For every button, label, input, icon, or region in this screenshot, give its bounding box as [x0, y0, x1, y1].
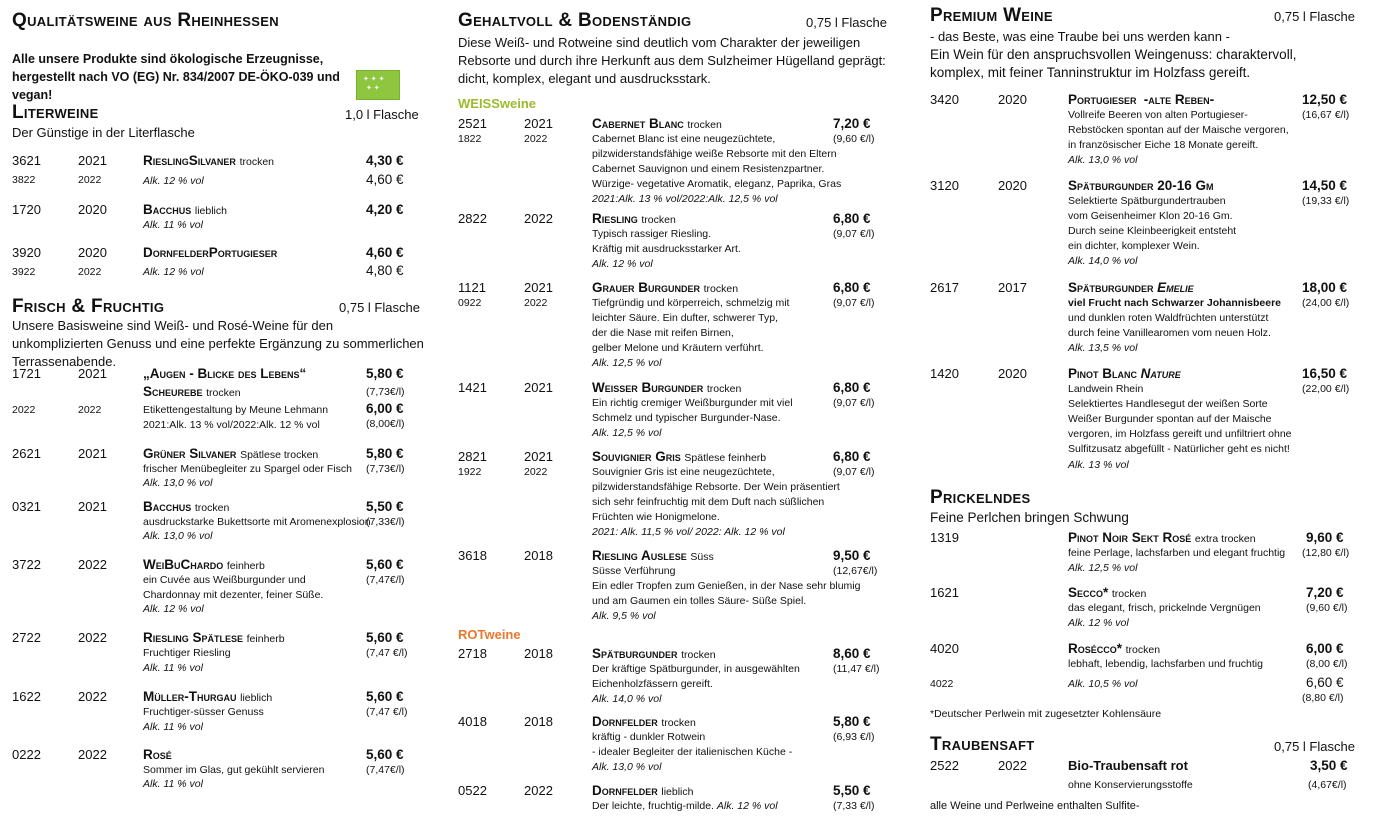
section-title-prickelndes: Prickelndes [930, 487, 1031, 508]
section-title-frisch: Frisch & Fruchtig [12, 296, 165, 317]
section-intro: - das Beste, was eine Traube bei uns werden kann - [930, 29, 1230, 44]
section-subtitle: Feine Perlchen bringen Schwung [930, 510, 1129, 525]
price: 6,80 € [833, 380, 871, 395]
price: 4,60 € [366, 245, 404, 260]
wine-name: Pinot Blanc [1068, 366, 1137, 381]
price: 4,20 € [366, 202, 404, 217]
page-title: Qualitätsweine aus Rheinhessen [12, 10, 279, 31]
bottle-size: 0,75 l Flasche [1274, 9, 1355, 24]
price: 4,30 € [366, 153, 404, 168]
organic-note: Alle unsere Produkte sind ökologische Erzeugnisse, hergestellt nach VO (EG) Nr. 834/2007 DE-ÖKO-039 und vegan! [12, 52, 340, 102]
price: 6,80 € [833, 280, 871, 295]
price: 14,50 € [1302, 178, 1348, 193]
wine-name: Grauer Burgunder [592, 280, 701, 295]
wine-name: Rosécco* [1068, 641, 1123, 656]
price: 5,80 € [366, 366, 404, 381]
price: 8,60 € [833, 646, 871, 661]
price: 5,60 € [366, 557, 404, 572]
price: 5,60 € [366, 747, 404, 762]
wine-name: Bacchus [143, 202, 192, 217]
price: 3,50 € [1310, 758, 1348, 773]
category-red: ROTweine [458, 627, 521, 642]
section-title-literweine: Literweine [12, 102, 99, 123]
section-intro: Unsere Basisweine sind Weiß- und Rosé-Weine für den unkomplizierten Genuss und eine perfekte Ergänzung zu sommerlichen Terrassenabende. [12, 318, 424, 369]
section-title-traubensaft: Traubensaft [930, 734, 1035, 755]
price: 7,20 € [1306, 585, 1344, 600]
section-title-premium: Premium Weine [930, 5, 1053, 26]
wine-name: Souvignier Gris [592, 449, 681, 464]
price: 5,50 € [833, 783, 871, 798]
price: 6,00 € [1306, 641, 1344, 656]
wine-name: Dornfelder [592, 714, 658, 729]
section-subtitle: Der Günstige in der Literflasche [12, 125, 195, 140]
eu-organic-leaf-logo: ✦ ✦ ✦ ✦ ✦ [356, 70, 400, 100]
bottle-size: 0,75 l Flasche [1274, 739, 1355, 754]
footer-note: alle Weine und Perlweine enthalten Sulfite- [930, 800, 1140, 812]
section-title-gehaltvoll: Gehaltvoll & Bodenständig [458, 10, 692, 31]
wine-name: Spätburgunder [1068, 280, 1154, 295]
bottle-size: 0,75 l Flasche [806, 15, 887, 30]
wine-name: WeiBuChardo [143, 557, 224, 572]
price: 5,80 € [833, 714, 871, 729]
price: 5,60 € [366, 689, 404, 704]
price: 7,20 € [833, 116, 871, 131]
wine-name: Pinot Noir Sekt Rosé [1068, 530, 1192, 545]
wine-name: Spätburgunder [592, 646, 678, 661]
section-intro: Ein Wein für den anspruchsvollen Weingenuss: charaktervoll, komplex, mit feiner Tanninstruktur im Holzfass gereift. [930, 47, 1297, 80]
price: 5,80 € [366, 446, 404, 461]
wine-name: Spätburgunder 20-16 Gm [1068, 178, 1214, 193]
price: 9,60 € [1306, 530, 1344, 545]
bottle-size: 1,0 l Flasche [345, 107, 419, 122]
wine-name: Cabernet Blanc [592, 116, 684, 131]
category-white: WEISSweine [458, 96, 537, 111]
wine-name: Weisser Burgunder [592, 380, 704, 395]
wine-name: Rosé [143, 747, 172, 762]
wine-name: DornfelderPortugieser [143, 245, 278, 260]
price: 5,60 € [366, 630, 404, 645]
wine-name: Dornfelder [592, 783, 658, 798]
wine-name: RieslingSilvaner [143, 153, 236, 168]
wine-name: Riesling Spätlese [143, 630, 244, 645]
wine-name: Grüner Silvaner [143, 446, 237, 461]
wine-name: Portugieser [1068, 92, 1137, 107]
price: 6,80 € [833, 449, 871, 464]
price: 18,00 € [1302, 280, 1348, 295]
wine-name: Bacchus [143, 499, 192, 514]
wine-name: Secco* [1068, 585, 1109, 600]
bottle-size: 0,75 l Flasche [339, 300, 420, 315]
footnote: *Deutscher Perlwein mit zugesetzter Kohlensäure [930, 708, 1162, 720]
wine-name: Bio-Traubensaft rot [1068, 758, 1188, 773]
price: 16,50 € [1302, 366, 1348, 381]
price: 9,50 € [833, 548, 871, 563]
price: 5,50 € [366, 499, 404, 514]
wine-name: Müller-Thurgau [143, 689, 237, 704]
wine-name: Riesling Auslese [592, 548, 687, 563]
wine-name: „Augen - Blicke des Lebens“ [143, 366, 307, 381]
price: 12,50 € [1302, 92, 1348, 107]
wine-name: Riesling [592, 211, 638, 226]
section-intro: Diese Weiß- und Rotweine sind deutlich vom Charakter der jeweiligen Rebsorte und durch ihre Herkunft aus dem Sulzheimer Hügelland geprägt: dicht, komplex, elegant und ausdrucksstark. [458, 35, 886, 86]
price: 6,80 € [833, 211, 871, 226]
